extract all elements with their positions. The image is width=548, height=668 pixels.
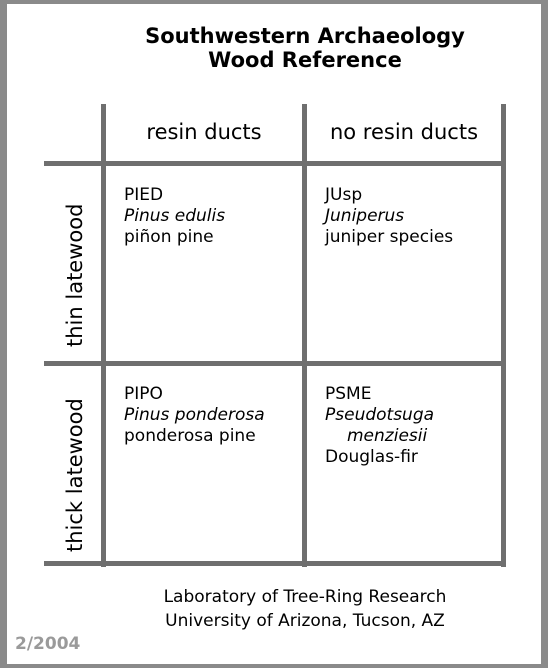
title-line-2: Wood Reference xyxy=(208,48,402,72)
grid-vertical-middle xyxy=(302,104,307,567)
cell-thick-resin xyxy=(124,384,265,447)
scientific-name: Pinus edulis xyxy=(124,206,226,226)
title-line-1: Southwestern Archaeology xyxy=(145,24,465,48)
grid-horizontal-top xyxy=(44,161,506,166)
row-header-thin-latewood: thin latewood xyxy=(63,203,87,347)
row-header-thick-latewood: thick latewood xyxy=(63,398,87,552)
column-header-no-resin-ducts: no resin ducts xyxy=(329,120,479,144)
species-code: PSME xyxy=(325,384,372,404)
scientific-name-species: menziesii xyxy=(347,426,428,446)
grid-vertical-left xyxy=(101,104,106,567)
grid-vertical-right xyxy=(501,104,506,567)
cell-thin-noresin xyxy=(325,185,453,248)
common-name: ponderosa pine xyxy=(124,426,256,446)
cell-thin-resin xyxy=(124,185,225,248)
cell-thick-noresin xyxy=(325,384,434,468)
species-code: PIED xyxy=(124,185,164,205)
species-code: PIPO xyxy=(124,384,163,404)
date-stamp: 2/2004 xyxy=(15,634,81,654)
column-header-resin-ducts: resin ducts xyxy=(146,120,262,144)
species-code: JUsp xyxy=(325,185,363,205)
scientific-name: Juniperus xyxy=(325,206,405,226)
common-name: juniper species xyxy=(325,227,454,247)
footer-university: University of Arizona, Tucson, AZ xyxy=(165,611,445,631)
common-name: Douglas-fir xyxy=(325,447,418,467)
grid-horizontal-middle xyxy=(44,361,506,366)
scientific-name: Pinus ponderosa xyxy=(124,405,265,425)
footer-lab-name: Laboratory of Tree-Ring Research xyxy=(163,587,447,607)
common-name: piñon pine xyxy=(124,227,214,247)
grid-horizontal-bottom xyxy=(44,561,506,566)
scientific-name-genus: Pseudotsuga xyxy=(325,405,435,425)
